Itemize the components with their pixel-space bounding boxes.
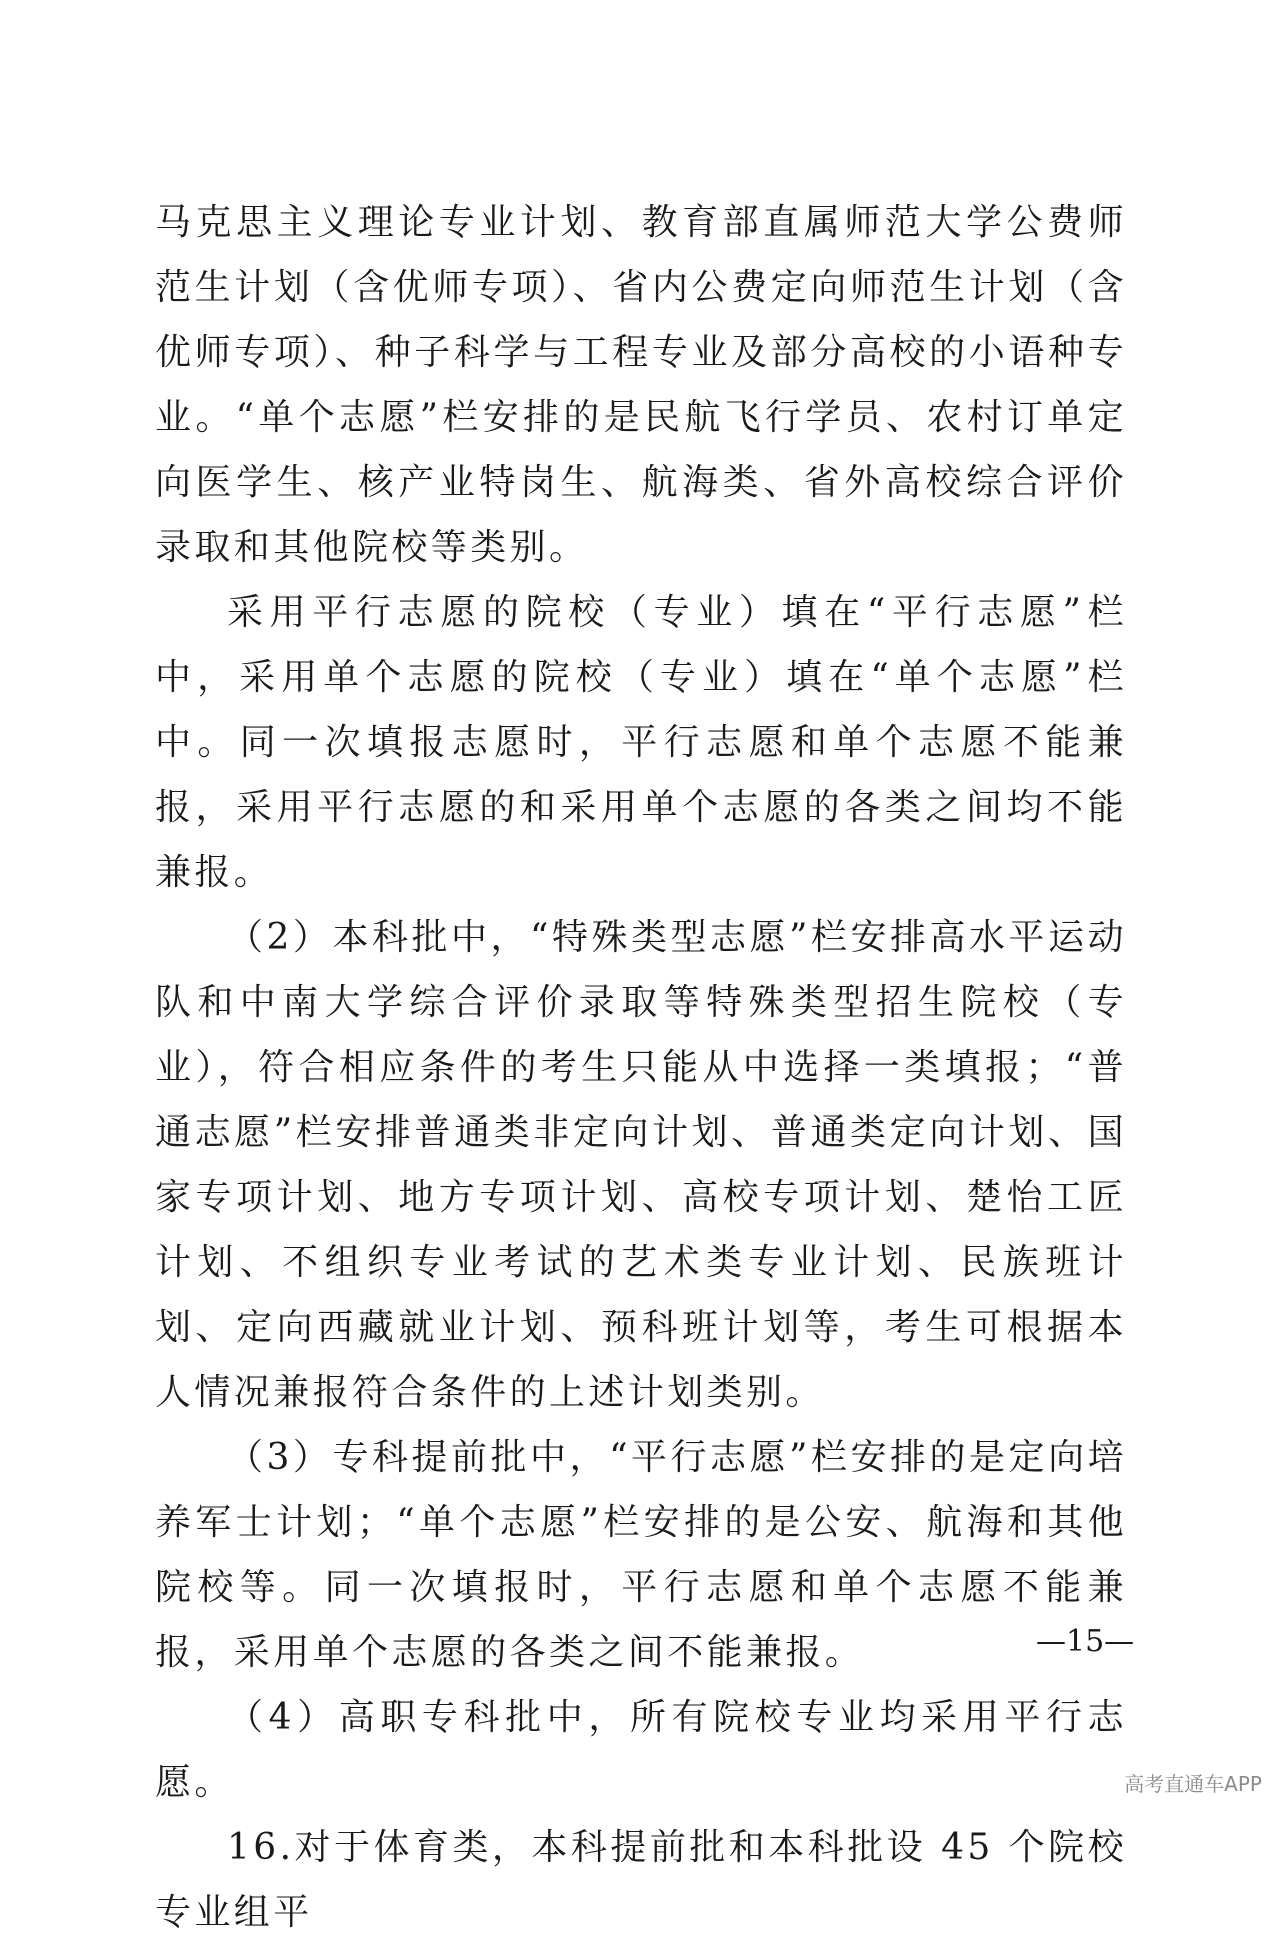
paragraph-item-4: （4）高职专科批中，所有院校专业均采用平行志愿。 xyxy=(155,1697,1127,1803)
watermark: 高考直通车APP xyxy=(1124,1772,1262,1796)
page-number: —15— xyxy=(1036,1624,1135,1659)
paragraph-item-2: （2）本科批中，“特殊类型志愿”栏安排高水平运动队和中南大学综合评价录取等特殊类型招生院校（专业），符合相应条件的考生只能从中选择一类填报；“普通志愿”栏安排普通类非定向计划、普通类定向计划、国家专项计划、地方专项计划、高校专项计划、楚怡工匠计划、不组织专业考试的艺术类专业计划、民族班计划、定向西藏就业计划、预科班计划等，考生可根据本人情况兼报符合条件的上述计划类别。 xyxy=(155,917,1127,1413)
paragraph-volunteer-columns: 采用平行志愿的院校（专业）填在“平行志愿”栏中，采用单个志愿的院校（专业）填在“单个志愿”栏中。同一次填报志愿时，平行志愿和单个志愿不能兼报，采用平行志愿的和采用单个志愿的各类之间均不能兼报。 xyxy=(155,592,1127,893)
paragraph-item-16: 16.对于体育类，本科提前批和本科批设 45 个院校专业组平 xyxy=(155,1827,1127,1933)
paragraph-continuation: 马克思主义理论专业计划、教育部直属师范大学公费师范生计划（含优师专项）、省内公费定向师范生计划（含优师专项）、种子科学与工程专业及部分高校的小语种专业。“单个志愿”栏安排的是民航飞行学员、农村订单定向医学生、核产业特岗生、航海类、省外高校综合评价录取和其他院校等类别。 xyxy=(155,202,1127,568)
paragraph-item-3: （3）专科提前批中，“平行志愿”栏安排的是定向培养军士计划；“单个志愿”栏安排的是公安、航海和其他院校等。同一次填报时，平行志愿和单个志愿不能兼报，采用单个志愿的各类之间不能兼报。 xyxy=(155,1437,1127,1673)
document-body xyxy=(155,190,1127,1945)
